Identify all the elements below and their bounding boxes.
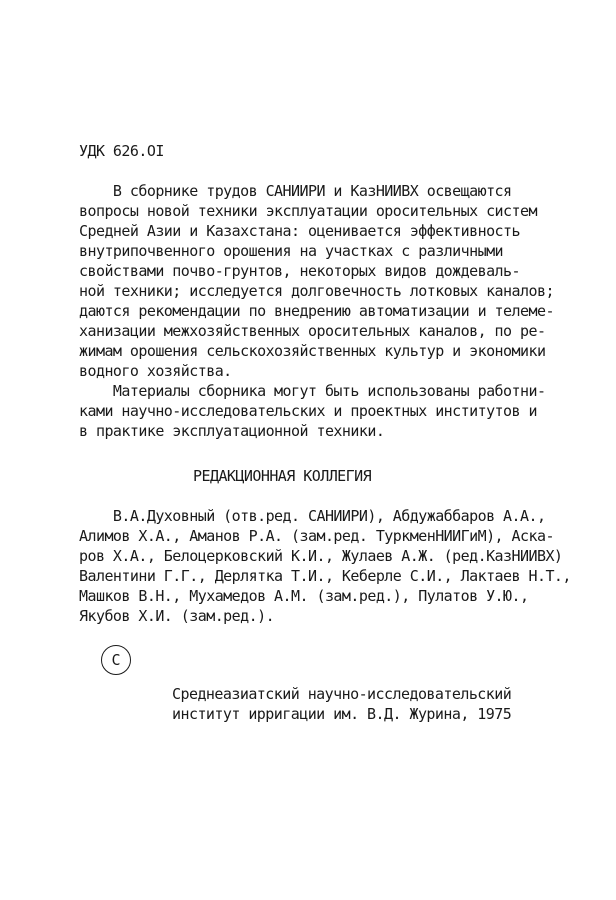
abstract-line: Материалы сборника могут быть использованы работни- [79,382,546,400]
abstract-line: вопросы новой техники эксплуатации оросительных систем [79,202,537,220]
abstract-line: свойствами почво-грунтов, некоторых видов дождеваль- [79,262,521,280]
abstract-line: В сборнике трудов САНИИРИ и КазНИИВХ освещаются [79,182,512,200]
board-line: Алимов Х.А., Аманов Р.А. (зам.ред. ТуркменНИИГиМ), Аска- [79,527,554,545]
abstract-line: ками научно-исследовательских и проектных институтов и [79,402,537,420]
abstract-line: Средней Азии и Казахстана: оценивается эффективность [79,222,521,240]
board-line: ров Х.А., Белоцерковский К.И., Жулаев А.Ж. (ред.КазНИИВХ) [79,547,563,565]
abstract-line: в практике эксплуатационной техники. [79,422,385,440]
board-line: Валентини Г.Г., Дерлятка Т.И., Keберле С.И., Лактаев Н.Т., [79,567,571,585]
abstract-line: даются рекомендации по внедрению автоматизации и телеме- [79,302,554,320]
abstract-line: ханизации межхозяйственных оросительных каналов, по ре- [79,322,546,340]
editorial-board-heading: РЕДАКЦИОННАЯ КОЛЛЕГИЯ [193,467,372,485]
abstract-line: внутрипочвенного орошения на участках с различными [79,242,504,260]
board-line: В.А.Духовный (отв.ред. САНИИРИ), Абдужаббаров А.А., [79,507,546,525]
publisher-line: Среднеазиатский научно-исследовательский [172,685,512,703]
copyright-letter: С [111,650,121,669]
board-line: Якубов Х.И. (зам.ред.). [79,607,275,625]
publisher-line: институт ирригации им. В.Д. Журина, 1975 [172,705,512,723]
copyright-icon [101,645,131,675]
udk-code: УДК 626.OI [79,142,164,160]
abstract-line: ной техники; исследуется долговечность лотковых каналов; [79,282,554,300]
board-line: Машков В.Н., Мухамедов А.М. (зам.ред.), Пулатов У.Ю., [79,587,529,605]
abstract-line: жимам орошения сельскохозяйственных культур и экономики [79,342,546,360]
abstract-line: водного хозяйства. [79,362,232,380]
